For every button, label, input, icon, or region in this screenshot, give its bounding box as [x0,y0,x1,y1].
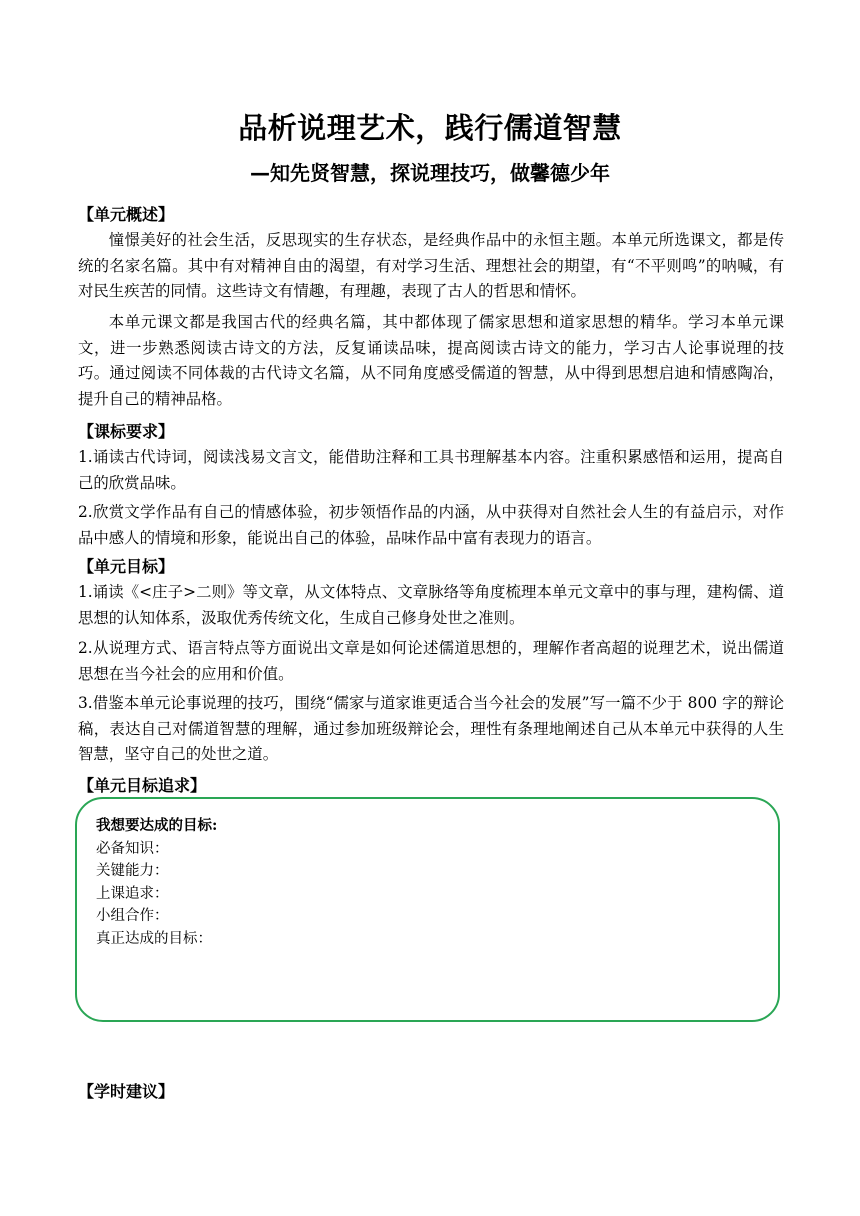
section-heading-hours: 【学时建议】 [78,1082,175,1101]
section-heading-overview: 【单元概述】 [78,205,175,224]
section-heading-pursuit: 【单元目标追求】 [78,776,207,795]
goals-item: 1.诵读《<庄子>二则》等文章，从文体特点、文章脉络等角度梳理本单元文章中的事与理，建构儒、道思想的认知体系，汲取优秀传统文化，生成自己修身处世之准则。 [78,583,784,627]
goals-item: 3.借鉴本单元论事说理的技巧，围绕“儒家与道家谁更适合当今社会的发展”写一篇不少于 800 字的辩论稿，表达自己对儒道智慧的理解，通过参加班级辩论会，理性有条理地阐述自己从本单元中获得的人生智慧，坚守自己的处世之道。 [78,694,784,763]
standards-item: 1.诵读古代诗词，阅读浅易文言文，能借助注释和工具书理解基本内容。注重积累感悟和运用，提高自己的欣赏品味。 [78,448,784,492]
page-title: 品析说理艺术，践行儒道智慧 [238,111,622,145]
goal-line-knowledge: 必备知识： [96,840,169,857]
goal-line-group: 小组合作： [96,908,169,924]
section-heading-standards: 【课标要求】 [78,422,175,441]
overview-paragraph: 憧憬美好的社会生活，反思现实的生存状态，是经典作品中的永恒主题。本单元所选课文，都是传统的名家名篇。其中有对精神自由的渴望，有对学习生活、理想社会的期望，有“不平则鸣”的呐喊，有对民生疾苦的同情。这些诗文有情趣，有理趣，表现了古人的哲思和情怀。 [78,231,784,300]
standards-item: 2.欣赏文学作品有自己的情感体验，初步领悟作品的内涵，从中获得对自然社会人生的有益启示，对作品中感人的情境和形象，能说出自己的体验，品味作品中富有表现力的语言。 [78,503,784,547]
goal-line-target: 我想要达成的目标: [96,817,218,834]
goal-line-class: 上课追求： [96,885,169,902]
goal-pursuit-lines [96,815,217,950]
goal-line-ability: 关键能力： [96,863,169,879]
page-subtitle: —知先贤智慧，探说理技巧，做馨德少年 [250,161,610,185]
overview-paragraph: 本单元课文都是我国古代的经典名篇，其中都体现了儒家思想和道家思想的精华。学习本单元课文，进一步熟悉阅读古诗文的方法，反复诵读品味，提高阅读古诗文的能力，学习古人论事说理的技巧。通过阅读不同体裁的古代诗文名篇，从不同角度感受儒道的智慧，从中得到思想启迪和情感陶冶，提升自己的精神品格。 [78,313,784,408]
goal-pursuit-box [75,797,780,1022]
goals-item: 2.从说理方式、语言特点等方面说出文章是如何论述儒道思想的，理解作者高超的说理艺术，说出儒道思想在当今社会的应用和价值。 [78,639,784,683]
section-heading-goals: 【单元目标】 [78,557,175,576]
goal-line-achieved: 真正达成的目标： [96,930,212,947]
